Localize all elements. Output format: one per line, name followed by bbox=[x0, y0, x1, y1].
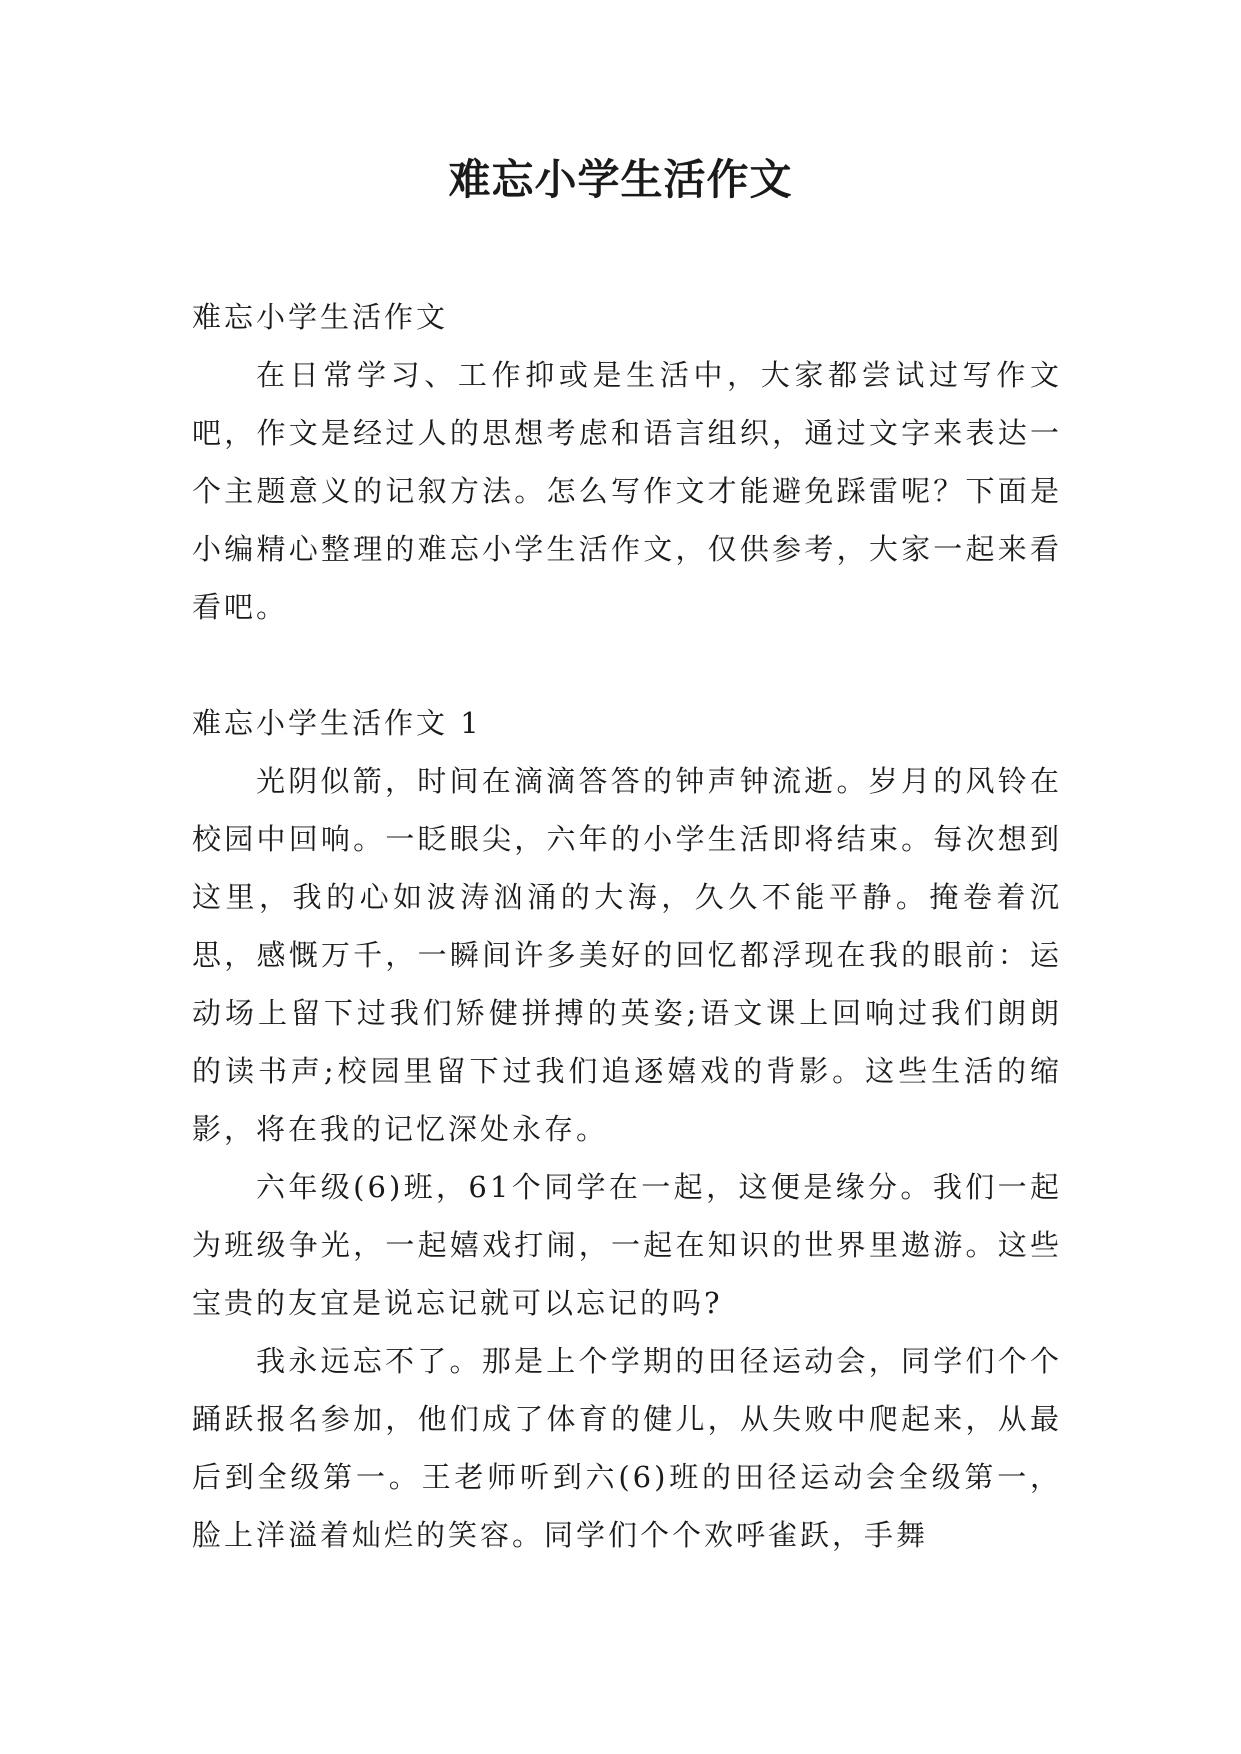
section-spacer bbox=[192, 636, 1062, 694]
document-title: 难忘小学生活作文 bbox=[448, 155, 793, 204]
section-1-heading: 难忘小学生活作文 1 bbox=[192, 706, 482, 740]
document-body bbox=[192, 288, 1062, 1564]
section-1-paragraph: 光阴似箭，时间在滴滴答答的钟声钟流逝。岁月的风铃在校园中回响。一眨眼尖，六年的小学生活即将结束。每次想到这里，我的心如波涛汹涌的大海，久久不能平静。掩卷着沉思，感慨万千，一瞬间许多美好的回忆都浮现在我的眼前：运动场上留下过我们矫健拼搏的英姿;语文课上回响过我们朗朗的读书声;校园里留下过我们追逐嬉戏的背影。这些生活的缩影，将在我的记忆深处永存。 bbox=[192, 764, 1062, 1146]
intro-heading: 难忘小学生活作文 bbox=[192, 300, 449, 334]
section-1-paragraph: 六年级(6)班，61个同学在一起，这便是缘分。我们一起为班级争光，一起嬉戏打闹，一起在知识的世界里遨游。这些宝贵的友宜是说忘记就可以忘记的吗? bbox=[192, 1170, 1062, 1320]
intro-paragraph: 在日常学习、工作抑或是生活中，大家都尝试过写作文吧，作文是经过人的思想考虑和语言组织，通过文字来表达一个主题意义的记叙方法。怎么写作文才能避免踩雷呢？下面是小编精心整理的难忘小学生活作文，仅供参考，大家一起来看看吧。 bbox=[192, 358, 1062, 624]
section-1-paragraph: 我永远忘不了。那是上个学期的田径运动会，同学们个个踊跃报名参加，他们成了体育的健儿，从失败中爬起来，从最后到全级第一。王老师听到六(6)班的田径运动会全级第一，脸上洋溢着灿烂的笑容。同学们个个欢呼雀跃，手舞 bbox=[192, 1344, 1062, 1552]
